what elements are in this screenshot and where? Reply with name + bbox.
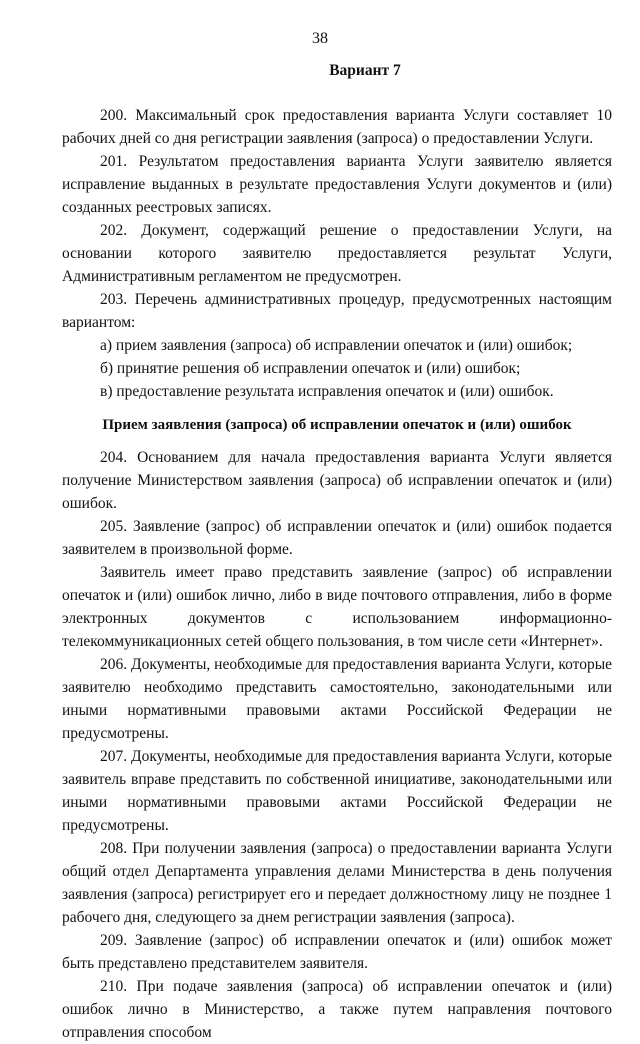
paragraph-203: 203. Перечень административных процедур, предусмотренных настоящим вариантом: — [62, 291, 612, 331]
page-number: 38 — [312, 30, 328, 47]
section-heading: Прием заявления (запроса) об исправлении опечаток и (или) ошибок — [102, 417, 572, 433]
paragraph-210: 210. При подаче заявления (запроса) об исправлении опечаток и (или) ошибок лично в Министерство, а также путем направления почтового отправления способом — [62, 978, 612, 1041]
list-item-a: а) прием заявления (запроса) об исправлении опечаток и (или) ошибок; — [100, 337, 573, 354]
paragraph-207: 207. Документы, необходимые для предоставления варианта Услуги, которые заявитель вправе представить по собственной инициативе, законодательными или иными нормативными правовыми актами Российской Федерации не предусмотрены. — [62, 748, 612, 834]
document-body — [62, 62, 612, 1044]
variant-heading: Вариант 7 — [329, 62, 401, 79]
paragraph-209: 209. Заявление (запрос) об исправлении опечаток и (или) ошибок может быть представлено представителем заявителя. — [62, 932, 612, 972]
paragraph-206: 206. Документы, необходимые для предоставления варианта Услуги, которые заявителю необходимо представить самостоятельно, законодательными или иными нормативными правовыми актами Российской Федерации не предусмотрены. — [62, 656, 612, 742]
paragraph-205-continued: Заявитель имеет право представить заявление (запрос) об исправлении опечаток и (или) ошибок лично, либо в виде почтового отправления, либо в форме электронных документов с использованием информационно-телекоммуникационных сетей общего пользования, в том числе сети «Интернет». — [62, 564, 612, 650]
paragraph-204: 204. Основанием для начала предоставления варианта Услуги является получение Министерством заявления (запроса) об исправлении опечаток и (или) ошибок. — [62, 449, 612, 512]
paragraph-208: 208. При получении заявления (запроса) о предоставлении варианта Услуги общий отдел Департамента управления делами Министерства в день получения заявления (запроса) регистрирует его и передает должностному лицу не позднее 1 рабочего дня, следующего за днем регистрации заявления (запроса). — [62, 840, 612, 926]
paragraph-201: 201. Результатом предоставления варианта Услуги заявителю является исправление выданных в результате предоставления Услуги документов и (или) созданных реестровых записях. — [62, 153, 612, 216]
list-item-b: б) принятие решения об исправлении опечаток и (или) ошибок; — [100, 360, 521, 377]
paragraph-200: 200. Максимальный срок предоставления варианта Услуги составляет 10 рабочих дней со дня регистрации заявления (запроса) о предоставлении Услуги. — [62, 107, 612, 147]
list-item-c: в) предоставление результата исправления опечаток и (или) ошибок. — [100, 383, 554, 400]
paragraph-205: 205. Заявление (запрос) об исправлении опечаток и (или) ошибок подается заявителем в произвольной форме. — [62, 518, 612, 558]
paragraph-202: 202. Документ, содержащий решение о предоставлении Услуги, на основании которого заявителю предоставляется результат Услуги, Административным регламентом не предусмотрен. — [62, 222, 612, 285]
